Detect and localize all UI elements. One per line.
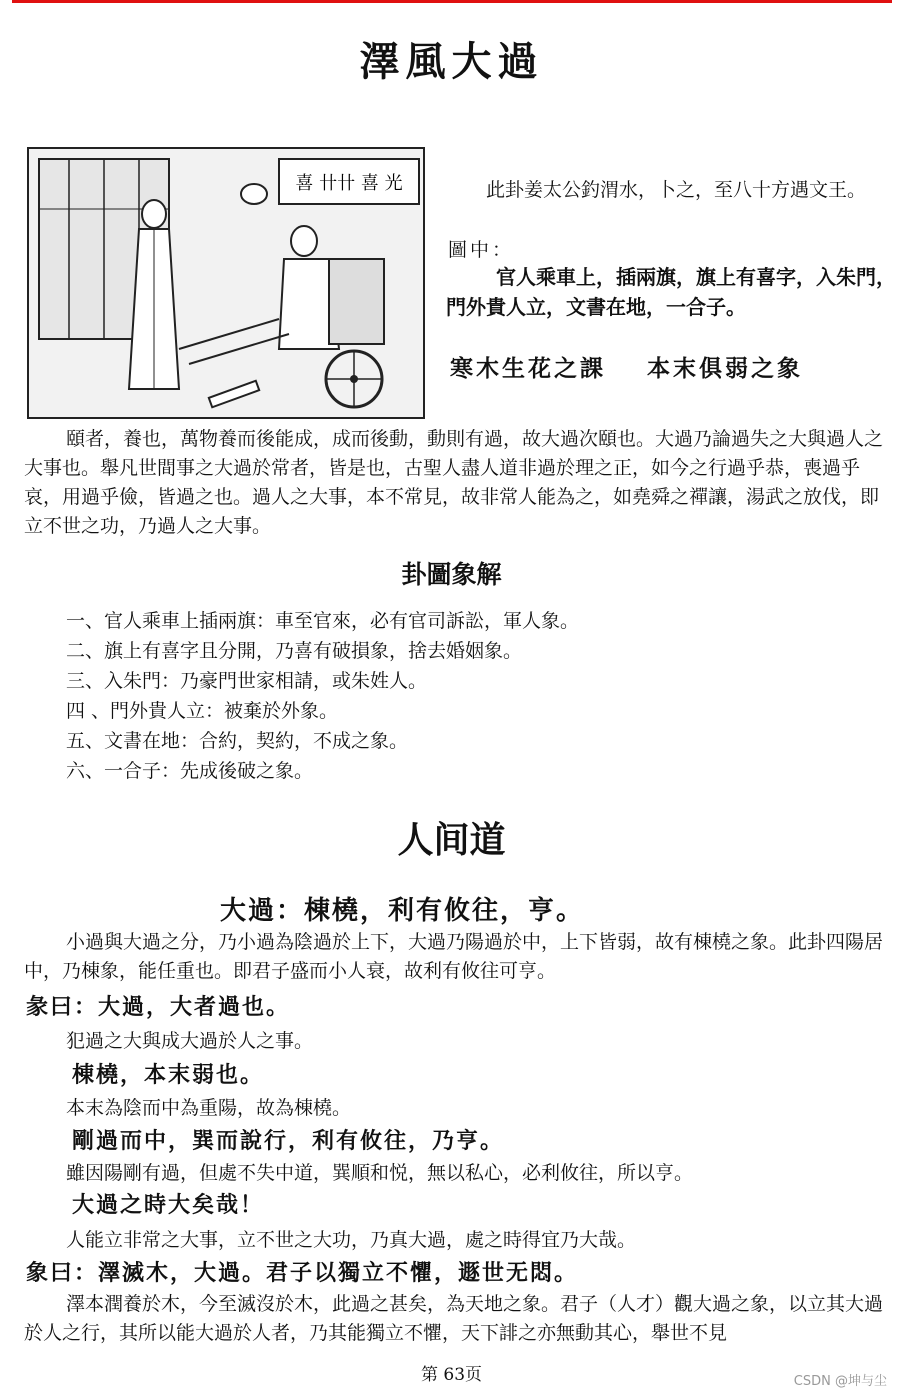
commentary-line: 雖因陽剛有過，但處不失中道，巽順和悦，無以私心，必利攸往，所以亨。 <box>66 1162 694 1184</box>
commentary-line: 本末為陰而中為重陽，故為棟橈。 <box>66 1097 352 1119</box>
top-red-rule <box>12 0 892 3</box>
figure-description: 官人乘車上，插兩旗，旗上有喜字，入朱門，門外貴人立，文書在地，一合子。 <box>446 265 896 319</box>
illustration-drawing <box>29 149 423 417</box>
verse-dong-nao: 棟橈，本末弱也。 <box>72 1062 265 1088</box>
figure-label: 圖中： <box>448 239 515 261</box>
paragraph-xiang-commentary: 澤本潤養於木，今至滅沒於木，此過之甚矣，為天地之象。君子（人才）觀大過之象，以立其大過於人之行，其所以能大過於人者，乃其能獨立不懼，天下誹之亦無動其心，舉世不見 <box>24 1293 884 1344</box>
flag-sign-text: 喜 卄卄 喜 光 <box>295 173 403 194</box>
verse-tuan: 彖曰：大過，大者過也。 <box>26 994 291 1020</box>
lesson-right: 本末俱弱之象 <box>647 355 804 382</box>
lesson-line <box>450 350 833 383</box>
list-item: 六、一合子：先成後破之象。 <box>66 760 314 782</box>
verse-da-guo-shi: 大過之時大矣哉！ <box>72 1192 265 1218</box>
commentary-line: 犯過之大與成大過於人之事。 <box>66 1030 314 1052</box>
intro-text: 此卦姜太公釣渭水，卜之，至八十方遇文王。 <box>486 179 867 201</box>
verse-main: 大過：棟橈，利有攸往，亨。 <box>220 896 585 926</box>
hexagram-illustration <box>27 147 425 419</box>
interpretation-list <box>66 606 579 786</box>
verse-gang-guo: 剛過而中，巽而說行，利有攸往，乃亨。 <box>72 1128 505 1154</box>
section-title-human-way: 人间道 <box>397 819 506 861</box>
commentary-line: 人能立非常之大事，立不世之大功，乃真大過，處之時得宜乃大哉。 <box>66 1229 637 1251</box>
lesson-left: 寒木生花之課 <box>450 355 606 382</box>
list-item: 三、入朱門：乃豪門世家相請，或朱姓人。 <box>66 670 428 692</box>
list-item: 二、旗上有喜字且分開，乃喜有破損象，捨去婚姻象。 <box>66 640 523 662</box>
list-item: 五、文書在地：合約，契約，不成之象。 <box>66 730 409 752</box>
page-number: 第 63页 <box>420 1365 483 1385</box>
list-item: 一、官人乘車上插兩旗：車至官來，必有官司訴訟，軍人象。 <box>66 610 580 632</box>
section-title-interpretation: 卦圖象解 <box>401 560 502 589</box>
watermark: CSDN @坤与尘 <box>793 1374 887 1389</box>
page-title: 澤風大過 <box>359 38 544 85</box>
verse-xiang: 象曰：澤滅木，大過。君子以獨立不懼，遯世无悶。 <box>26 1260 579 1286</box>
list-item: 四 、門外貴人立：被棄於外象。 <box>66 700 339 722</box>
paragraph-commentary: 小過與大過之分，乃小過為陰過於上下，大過乃陽過於中，上下皆弱，故有棟橈之象。此卦四陽居中，乃棟象，能任重也。即君子盛而小人衰，故利有攸往可亨。 <box>24 931 884 982</box>
paragraph-intro: 頤者，養也，萬物養而後能成，成而後動，動則有過，故大過次頤也。大過乃論過失之大與過人之大事也。舉凡世間事之大過於常者，皆是也，古聖人盡人道非過於理之正，如今之行過乎恭，喪過乎哀，用過乎儉，皆過之也。過人之大事，本不常見，故非常人能為之，如堯舜之禪讓，湯武之放伐，即立不世之功，乃過人之大事。 <box>24 428 884 537</box>
